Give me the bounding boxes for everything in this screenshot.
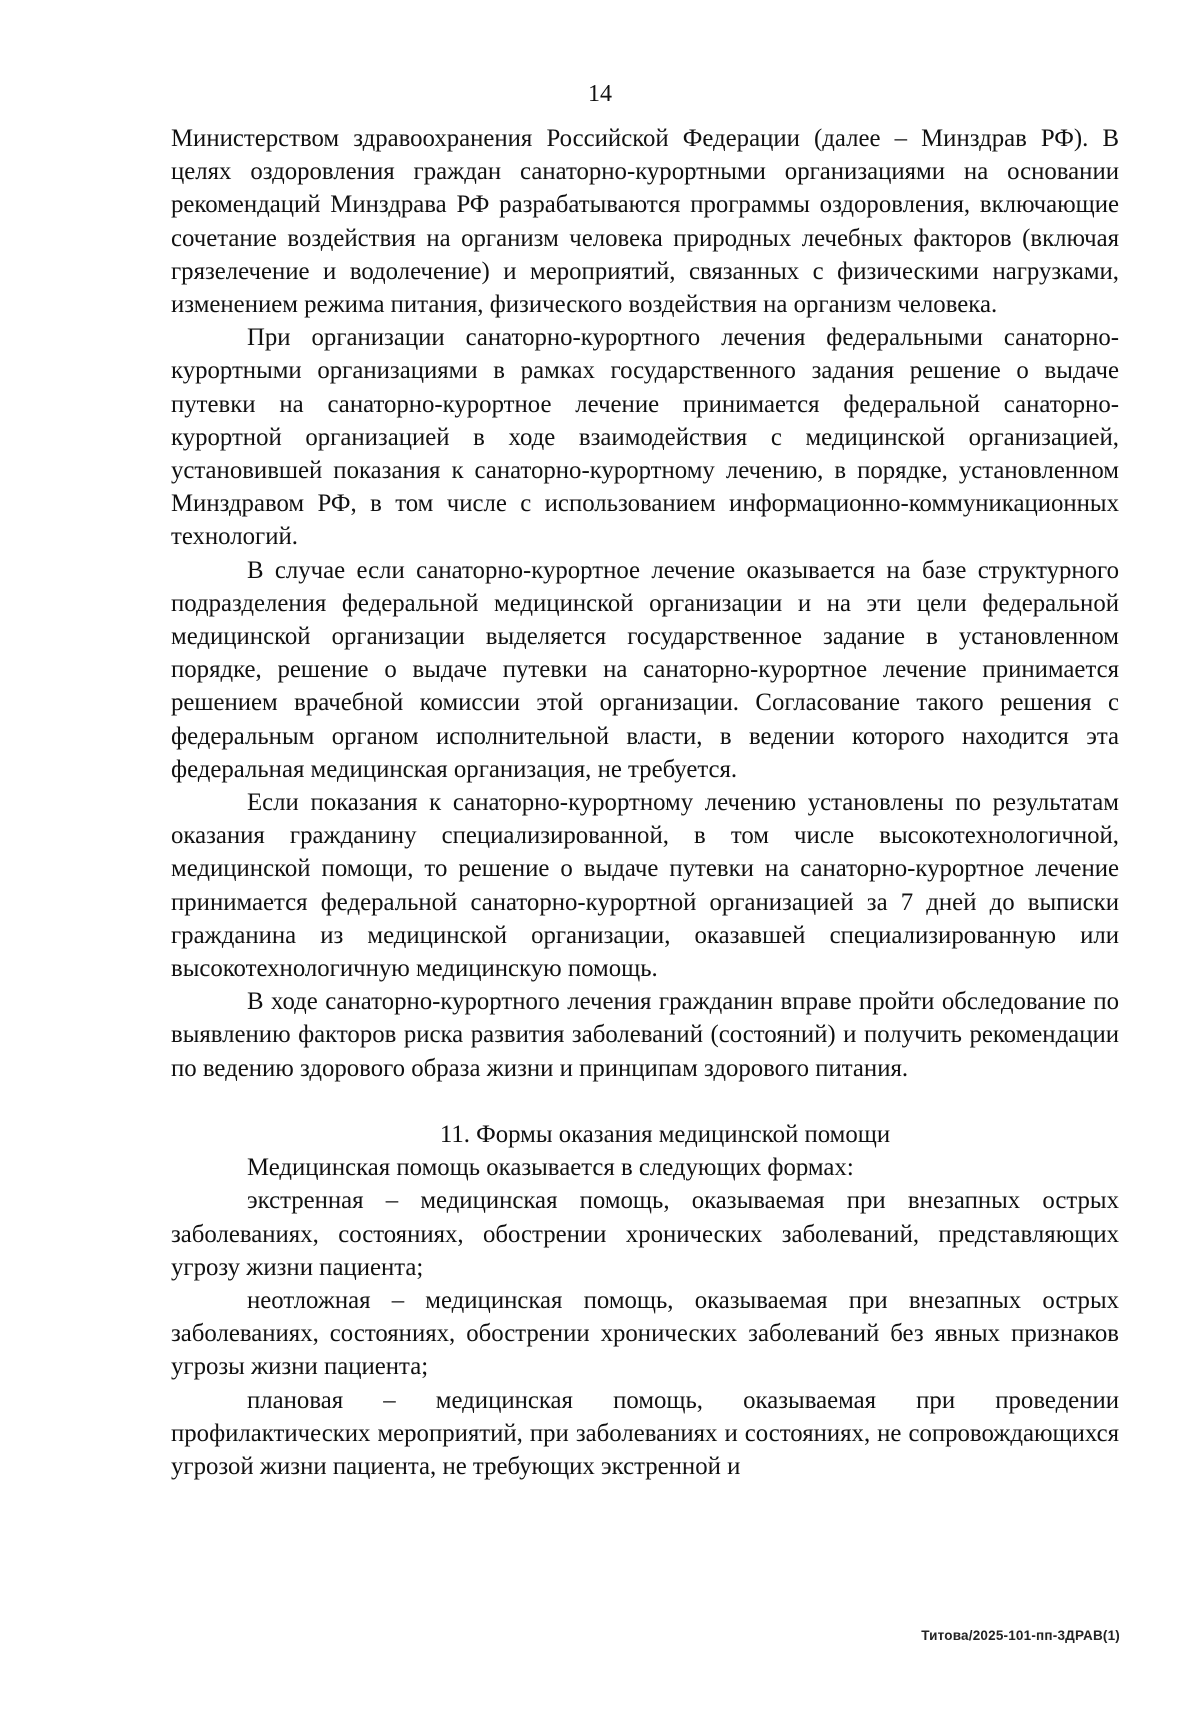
list-item: плановая – медицинская помощь, оказываемая при проведении профилактических мероприятий, при заболеваниях и состояниях, не сопровождающихся угрозой жизни пациента, не требующих экстренной и bbox=[171, 1386, 1119, 1480]
paragraph: В ходе санаторно-курортного лечения гражданин вправе пройти обследование по выявлению факторов риска развития заболеваний (состояний) и получить рекомендации по ведению здорового образа жизни и принципам здорового питания. bbox=[171, 988, 1119, 1082]
document-body bbox=[171, 122, 1119, 1483]
section-intro: Медицинская помощь оказывается в следующих формах: bbox=[247, 1154, 854, 1182]
section-heading: 11. Формы оказания медицинской помощи bbox=[439, 1120, 891, 1148]
paragraph-continuation: Министерством здравоохранения Российской Федерации (далее – Минздрав РФ). В целях оздоровления граждан санаторно-курортными организациями на основании рекомендаций Минздрава РФ разрабатываются программы оздоровления, включающие сочетание воздействия на организм человека природных лечебных факторов (включая грязелечение и водолечение) и мероприятий, связанных с физическими нагрузками, изменением режима питания, физического воздействия на организм человека. bbox=[171, 125, 1119, 319]
paragraph: В случае если санаторно-курортное лечение оказывается на базе структурного подразделения федеральной медицинской организации и на эти цели федеральной медицинской организации выделяется государственное задание в установленном порядке, решение о выдаче путевки на санаторно-курортное лечение принимается решением врачебной комиссии этой организации. Согласование такого решения с федеральным органом исполнительной власти, в ведении которого находится эта федеральная медицинская организация, не требуется. bbox=[171, 556, 1119, 783]
list-item: неотложная – медицинская помощь, оказываемая при внезапных острых заболеваниях, состояниях, обострении хронических заболеваний без явных признаков угрозы жизни пациента; bbox=[171, 1286, 1119, 1381]
paragraph: Если показания к санаторно-курортному лечению установлены по результатам оказания гражданину специализированной, в том числе высокотехнологичной, медицинской помощи, то решение о выдаче путевки на санаторно-курортное лечение принимается федеральной санаторно-курортной организацией за 7 дней до выписки гражданина из медицинской организации, оказавшей специализированную или высокотехнологичную медицинскую помощь. bbox=[171, 789, 1119, 983]
list-item: экстренная – медицинская помощь, оказываемая при внезапных острых заболеваниях, состояниях, обострении хронических заболеваний, представляющих угрозу жизни пациента; bbox=[171, 1187, 1119, 1281]
document-code: Титова/2025-101-пп-3ДРАВ(1) bbox=[921, 1628, 1120, 1643]
paragraph: При организации санаторно-курортного лечения федеральными санаторно-курортными организациями в рамках государственного задания решение о выдаче путевки на санаторно-курортное лечение принимается федеральной санаторно-курортной организацией в ходе взаимодействия с медицинской организацией, установившей показания к санаторно-курортному лечению, в порядке, установленном Минздравом РФ, в том числе с использованием информационно-коммуникационных технологий. bbox=[171, 324, 1119, 551]
page-number: 14 bbox=[588, 81, 612, 107]
